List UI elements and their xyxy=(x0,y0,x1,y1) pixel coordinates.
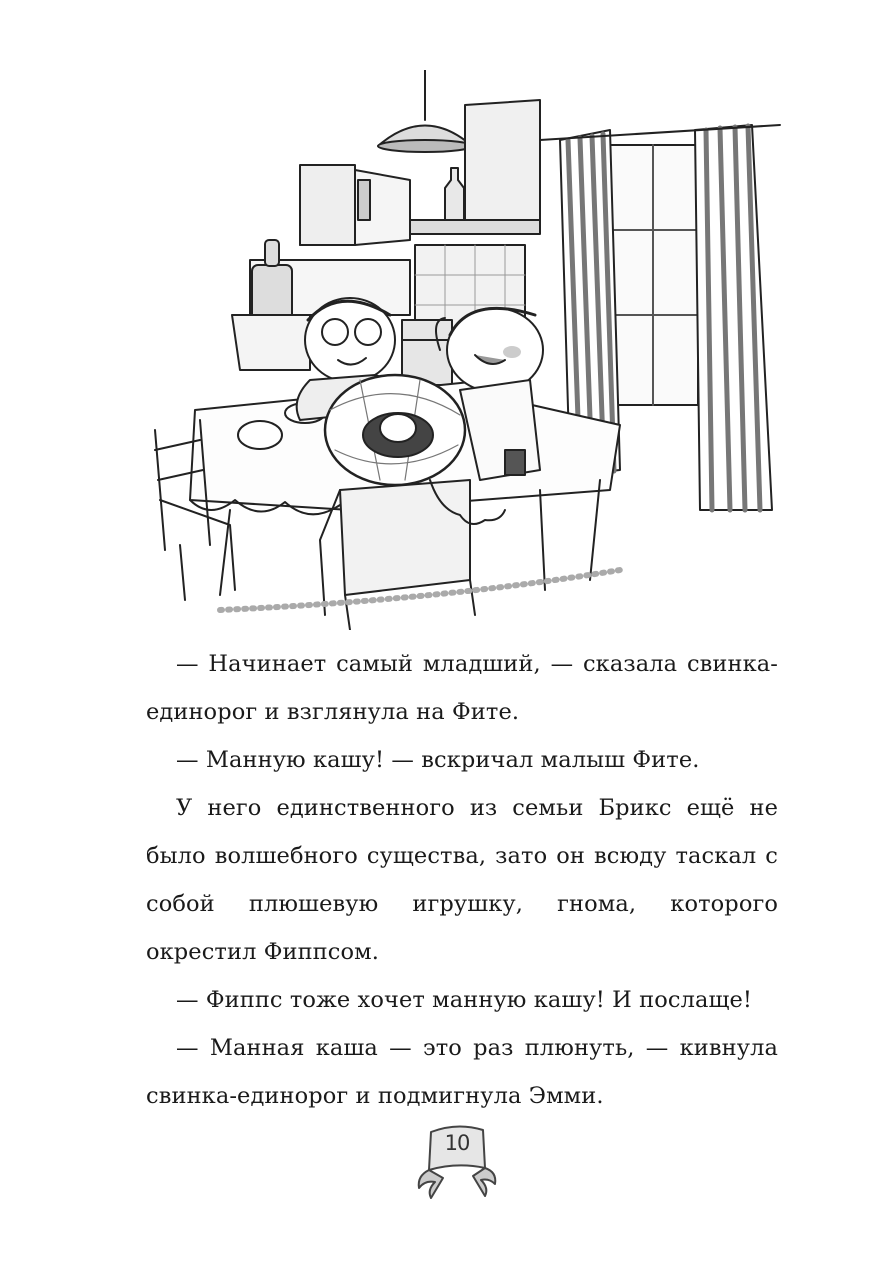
kitchen-illustration xyxy=(140,70,790,630)
cutting-board xyxy=(252,240,292,320)
paragraph: — Фиппс тоже хочет манную кашу! И послаще! xyxy=(176,987,753,1013)
wall-cabinet-left xyxy=(300,165,410,245)
chair-front xyxy=(320,480,475,630)
ceiling-lamp xyxy=(378,70,472,152)
page-number-banner xyxy=(413,1120,501,1202)
kitchen-counter xyxy=(232,315,310,370)
kitchen-window xyxy=(608,145,698,405)
paragraph: — Манную кашу! — вскричал малыш Фите. xyxy=(176,747,700,773)
paragraph: — Начинает самый младший, — сказала свинка-единорог и взглянула на Фите. xyxy=(146,651,778,725)
paragraph: У него единственного из семьи Брикс ещё не было волшебного существа, зато он всюду таскал с собой плюшевую игрушку, гнома, которого окрестил Фиппсом. xyxy=(146,795,778,965)
tall-cabinet xyxy=(465,100,540,220)
page-number: 10 xyxy=(444,1131,470,1155)
story-text xyxy=(146,640,778,1120)
paragraph: — Манная каша — это раз плюнуть, — кивнула свинка-единорог и подмигнула Эмми. xyxy=(146,1035,778,1109)
